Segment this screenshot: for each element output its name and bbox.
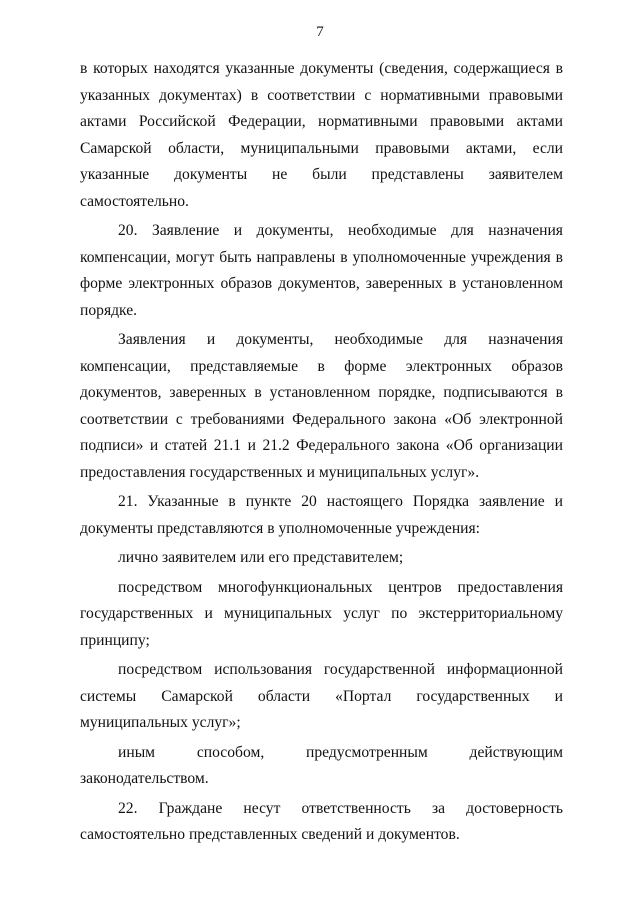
list-item-portal: посредством использования государственной информационной системы Самарской области «Портал государственных и муниципальных услуг»; — [80, 661, 563, 731]
document-body — [80, 56, 563, 852]
paragraph-continuation: в которых находятся указанные документы (сведения, содержащиеся в указанных документах) в соответствии с нормативными правовыми актами Российской Федерации, нормативными правовыми актами Самарской области, муниципальными правовыми актами, если указанные документы не были представлены заявителем самостоятельно. — [80, 60, 563, 210]
page-number: 7 — [316, 24, 324, 40]
list-item-in-person: лично заявителем или его представителем; — [118, 549, 404, 566]
list-item-mfc: посредством многофункциональных центров предоставления государственных и муниципальных услуг по экстерриториальному принципу; — [80, 578, 563, 649]
paragraph-item-22: 22. Граждане несут ответственность за достоверность самостоятельно представленных сведений и документов. — [80, 799, 563, 843]
paragraph-electronic-signature: Заявления и документы, необходимые для назначения компенсации, представляемые в форме электронных образов документов, заверенных в установленном порядке, подписываются в соответствии с требованиями Федерального закона «Об электронной подписи» и статей 21.1 и 21.2 Федерального закона «Об организации предоставления государственных и муниципальных услуг». — [80, 331, 563, 481]
list-item-other-method-line2: законодательством. — [80, 770, 209, 787]
paragraph-item-21: 21. Указанные в пункте 20 настоящего Порядка заявление и документы представляются в уполномоченные учреждения: — [80, 493, 563, 537]
list-item-other-method — [80, 740, 563, 793]
list-item-other-method-line1: иным способом, предусмотренным действующим — [118, 743, 563, 761]
paragraph-item-20: 20. Заявление и документы, необходимые для назначения компенсации, могут быть направлены в уполномоченные учреждения в форме электронных образов документов, заверенных в установленном порядке. — [80, 222, 563, 319]
